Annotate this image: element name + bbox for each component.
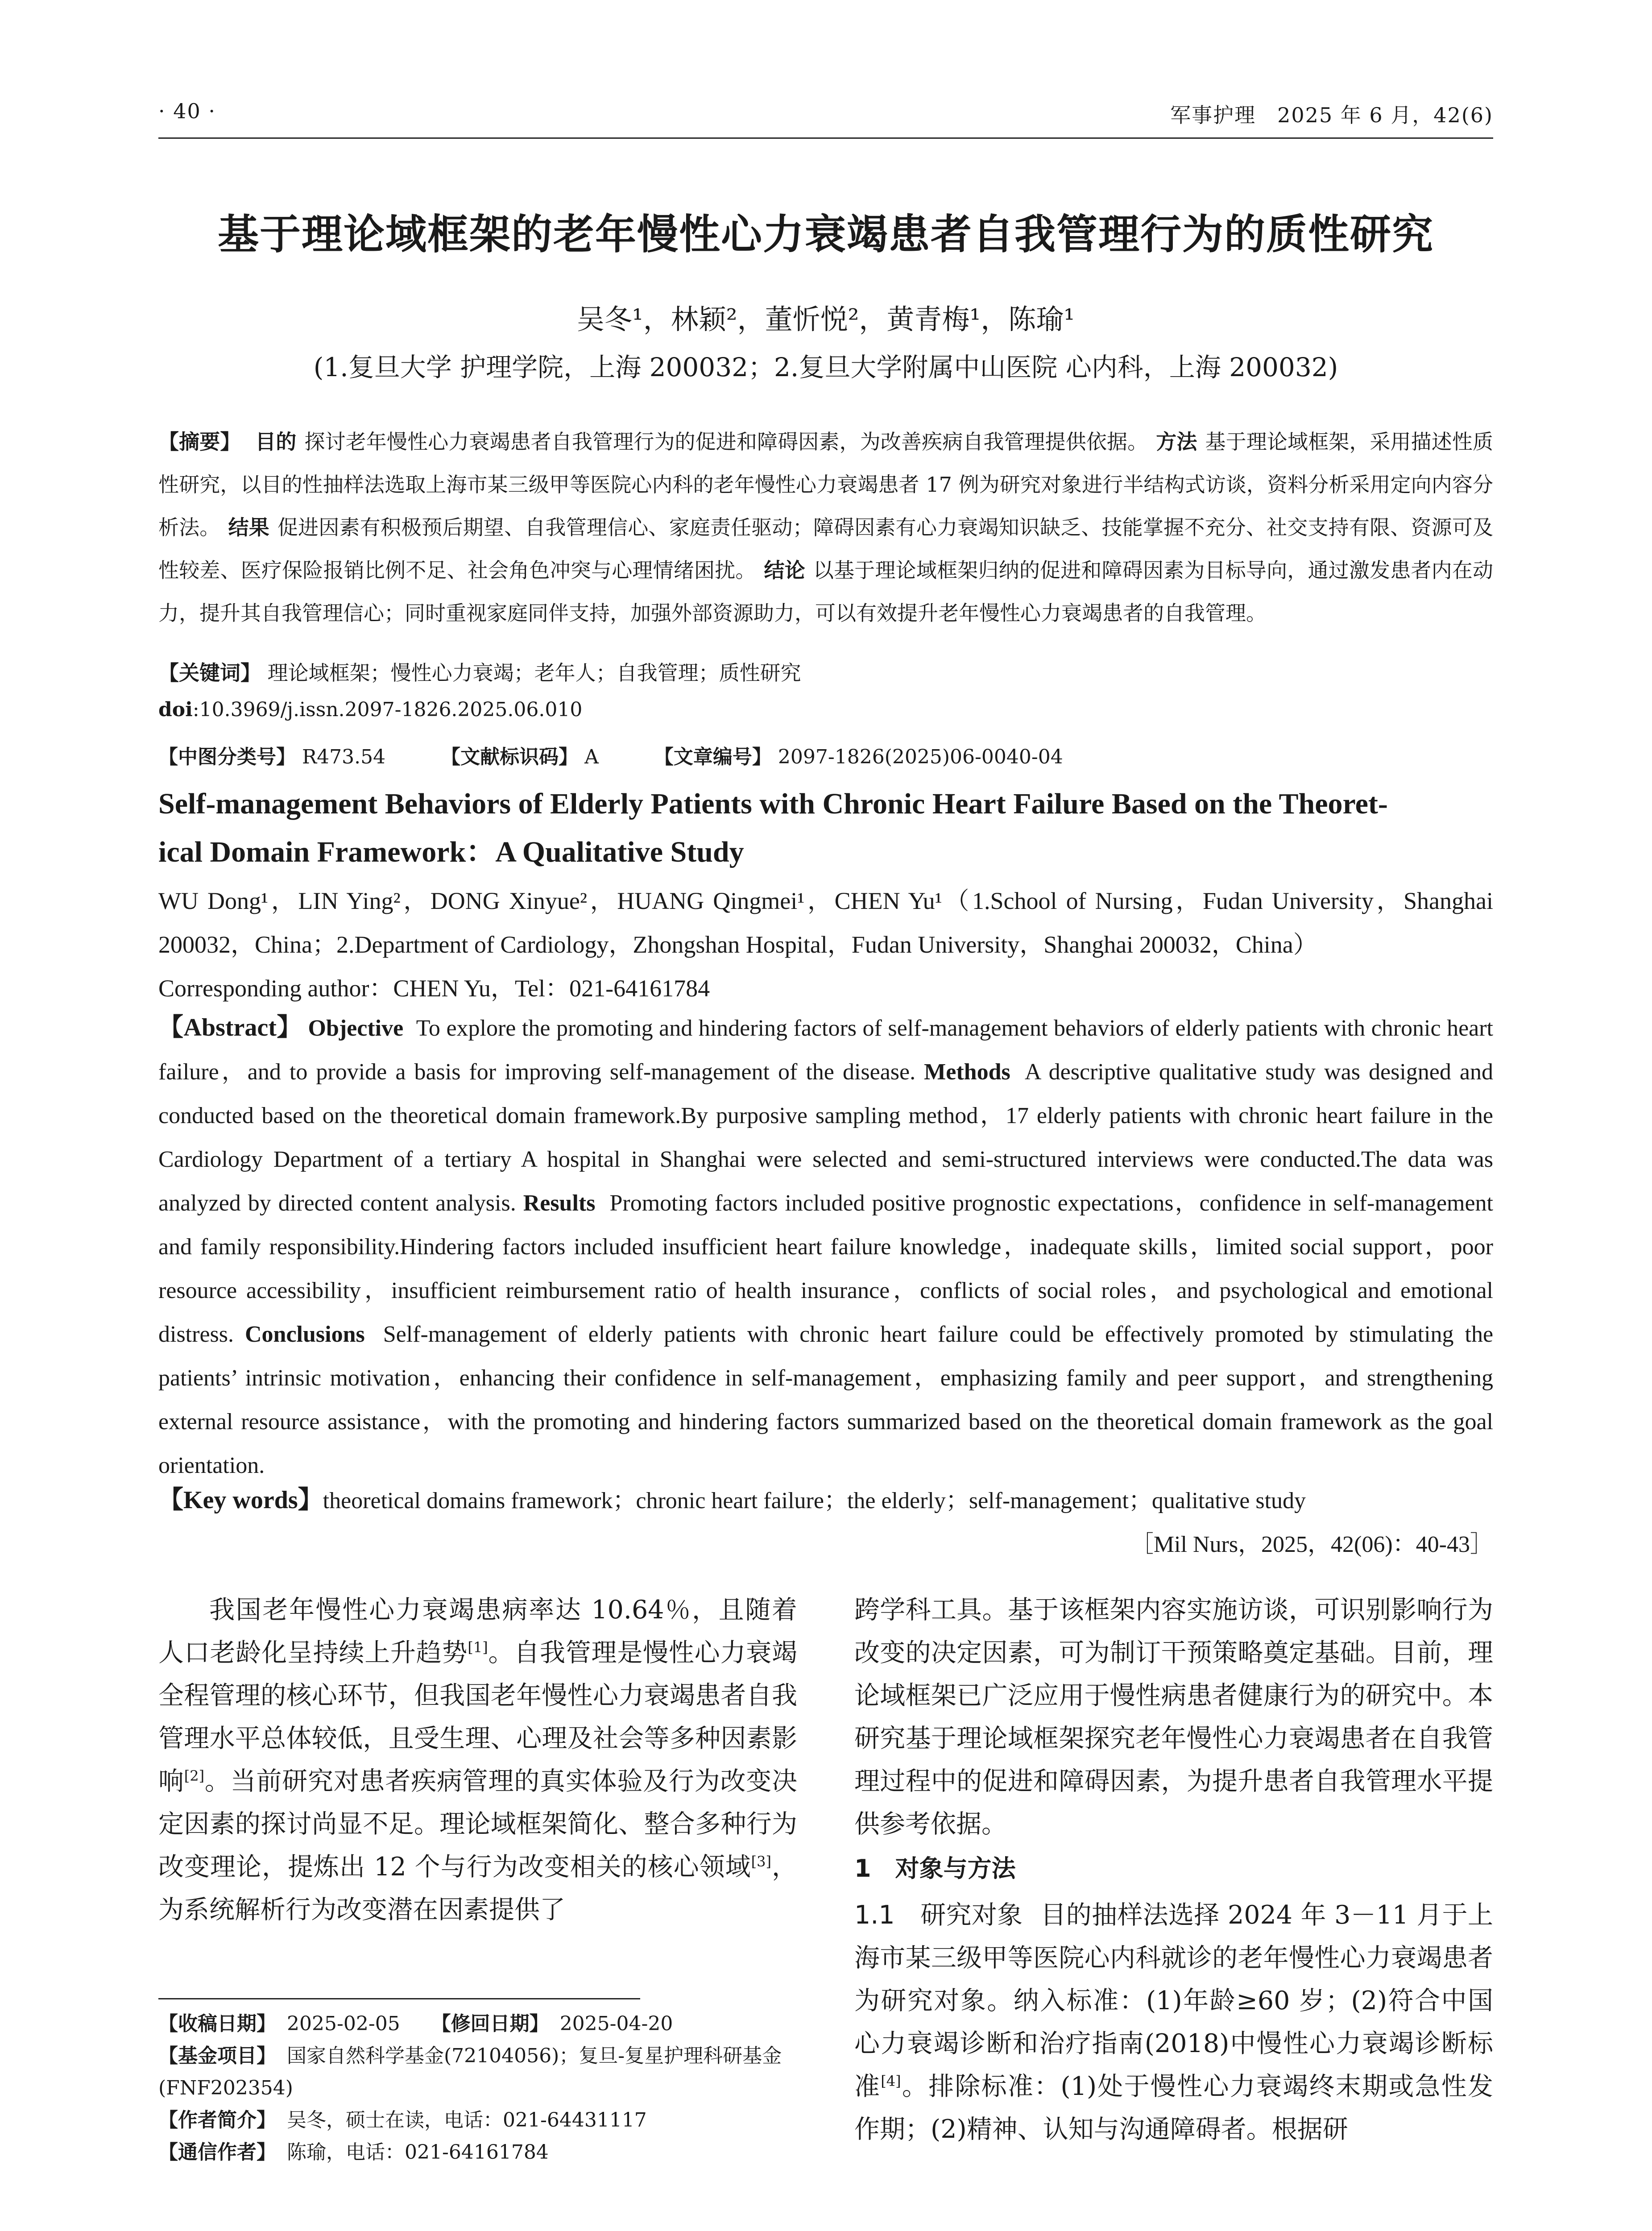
intro-text-2: 。自我管理是慢性心力衰竭全程管理的核心环节，但我国老年慢性心力衰竭患者自我管理水平总体较低，且受生理、心理及社会等多种因素影响 <box>158 1638 798 1796</box>
fund-label: 【基金项目】 <box>158 2044 276 2067</box>
results-label: 结果 <box>228 515 269 539</box>
ref-3: [3] <box>751 1853 771 1870</box>
doi-label: doi <box>158 698 193 721</box>
conclusion-text: 以基于理论域框架归纳的促进和障碍因素为目标导向，通过激发患者内在动力，提升其自我管理信心；同时重视家庭同伴支持，加强外部资源助力，可以有效提升老年慢性心力衰竭患者的自我管理。 <box>158 558 1494 625</box>
header-rule <box>158 137 1493 139</box>
doi-value: :10.3969/j.issn.2097-1826.2025.06.010 <box>192 698 583 721</box>
ref-1: [1] <box>468 1639 488 1656</box>
clc-value: R473.54 <box>302 746 386 768</box>
abstract-cn <box>158 420 1493 634</box>
page-number: · 40 · <box>158 99 216 123</box>
revised-date: 2025-04-20 <box>559 2012 673 2035</box>
keywords-text: 理论域框架；慢性心力衰竭；老年人；自我管理；质性研究 <box>267 661 801 685</box>
corresponding-line <box>158 2136 797 2169</box>
abstract-en <box>158 1006 1493 1488</box>
clc-label: 【中图分类号】 <box>158 746 296 768</box>
english-title-line1: Self-management Behaviors of Elderly Patients with Chronic Heart Failure Based on the Theoret- <box>158 788 1388 820</box>
conclusions-en-text: Self-management of elderly patients with chronic heart failure could be effectively promoted by stimulating the patients’ intrinsic motivation，enhancing their confidence in self-management，emphasizing family and peer support，and strengthening external resource assistance，with the promoting and hindering factors summarized based on the theoretical domain framework as the goal orientation. <box>158 1322 1494 1478</box>
corresponding-text: 陈瑜，电话：021-64161784 <box>287 2141 549 2164</box>
article-title: 基于理论域框架的老年慢性心力衰竭患者自我管理行为的质性研究 <box>217 211 1434 258</box>
classification-line <box>158 741 1063 769</box>
keywords-label: 【关键词】 <box>158 661 261 685</box>
citation: ［Mil Nurs，2025，42(06)：40-43］ <box>1130 1532 1493 1557</box>
methods-text: 基于理论域框架，采用描述性质性研究，以目的性抽样法选取上海市某三级甲等医院心内科的老年慢性心力衰竭患者 17 例为研究对象进行半结构式访谈，资料分析采用定向内容分析法。 <box>158 430 1494 539</box>
objective-en-label: Objective <box>308 1016 404 1041</box>
ref-4: [4] <box>881 2073 901 2090</box>
keywords-en <box>158 1479 1493 1522</box>
corresponding-label: 【通信作者】 <box>158 2141 276 2164</box>
dates-line <box>158 2008 797 2040</box>
english-title-line2: ical Domain Framework：A Qualitative Study <box>158 836 744 868</box>
intro-text-1: 我国老年慢性心力衰竭患病率达 10.64％，且随着人口老龄化呈持续上升趋势 <box>158 1595 797 1667</box>
objective-en-text: To explore the promoting and hindering factors of self-management behaviors of elderly patients with chronic heart failure，and to provide a basis for improving self-management of the disease. <box>158 1016 1494 1085</box>
received-date: 2025-02-05 <box>287 2012 400 2035</box>
article-number-label: 【文章编号】 <box>654 746 772 768</box>
author-list: 吴冬¹，林颖²，董忻悦²，黄青梅¹，陈瑜¹ <box>576 303 1075 336</box>
methods-label: 方法 <box>1156 430 1197 454</box>
conclusion-label: 结论 <box>764 558 805 582</box>
subsection-1-1-label: 1.1 研究对象 <box>854 1900 1023 1930</box>
author-bio-label: 【作者简介】 <box>158 2109 276 2131</box>
keywords-cn <box>158 651 1493 694</box>
english-author-list: WU Dong¹，LIN Ying²，DONG Xinyue²，HUANG Qingmei¹，CHEN Yu¹（1.School of Nursing，Fudan University，Shanghai 200032，China；2.Department of Cardiology，Zhongshan Hospital，Fudan University，Shanghai 200032，China） <box>158 887 1493 958</box>
english-authors <box>158 879 1493 1010</box>
intro-text-4-lead: ，为系统解析行为改变潜在因素提供了 <box>158 1852 797 1924</box>
section-heading-1: 1 对象与方法 <box>854 1854 1016 1883</box>
abstract-label: 【摘要】 <box>158 430 241 454</box>
subsection-1-1 <box>854 1894 1493 2151</box>
results-en-text: Promoting factors included positive prognostic expectations，confidence in self-management and family responsibility.Hindering factors included insufficient heart failure knowledge，inadequate skills，limited social support，poor resource accessibility，insufficient reimbursement ratio of health insurance，conflicts of social roles，and psychological and emotional distress. <box>158 1190 1494 1347</box>
doc-code-label: 【文献标识码】 <box>441 746 579 768</box>
ref-2: [2] <box>184 1767 205 1784</box>
received-label: 【收稿日期】 <box>158 2012 276 2035</box>
methods-en-label: Methods <box>924 1059 1010 1085</box>
corresponding-author: Corresponding author：CHEN Yu，Tel：021-64161784 <box>158 975 710 1002</box>
intro-paragraph <box>158 1588 797 1931</box>
objective-text: 探讨老年慢性心力衰竭患者自我管理行为的促进和障碍因素，为改善疾病自我管理提供依据。 <box>304 430 1148 454</box>
results-en-label: Results <box>523 1190 596 1216</box>
doi-line <box>158 698 582 721</box>
doc-code-value: A <box>584 746 599 768</box>
subsection-1-1-text-2: 。排除标准：(1)处于慢性心力衰竭终末期或急性发作期；(2)精神、认知与沟通障碍者。根据研 <box>854 2072 1493 2144</box>
revised-label: 【修回日期】 <box>431 2012 549 2035</box>
conclusions-en-label: Conclusions <box>244 1322 365 1347</box>
intro-text-3: 。当前研究对患者疾病管理的真实体验及行为改变决定因素的探讨尚显不足。理论域框架简化、整合多种行为改变理论，提炼出 12 个与行为改变相关的核心领域 <box>158 1767 798 1882</box>
keywords-en-label: 【Key words】 <box>158 1486 323 1514</box>
english-title <box>158 780 1493 876</box>
footnotes <box>158 2008 797 2169</box>
intro-paragraph-cont: 跨学科工具。基于该框架内容实施访谈，可识别影响行为改变的决定因素，可为制订干预策略奠定基础。目前，理论域框架已广泛应用于慢性病患者健康行为的研究中。本研究基于理论域框架探究老年慢性心力衰竭患者在自我管理过程中的促进和障碍因素，为提升患者自我管理水平提供参考依据。 <box>854 1595 1493 1839</box>
subsection-1-1-text-1: 目的抽样法选择 2024 年 3－11 月于上海市某三级甲等医院心内科就诊的老年慢性心力衰竭患者为研究对象。纳入标准：(1)年龄≥60 岁；(2)符合中国心力衰竭诊断和治疗指南(2018)中慢性心力衰竭诊断标准 <box>854 1900 1493 2101</box>
abstract-en-label: 【Abstract】 <box>158 1014 302 1041</box>
journal-info: 军事护理 2025 年 6 月，42(6) <box>1170 103 1493 127</box>
methods-en-text: A descriptive qualitative study was designed and conducted based on the theoretical domain framework.By purposive sampling method，17 elderly patients with chronic heart failure in the Cardiology Department of a tertiary A hospital in Shanghai were selected and semi-structured interviews were conducted.The data was analyzed by directed content analysis. <box>158 1059 1493 1216</box>
body-column-left <box>158 1588 797 1931</box>
affiliations: (1.复旦大学 护理学院，上海 200032；2.复旦大学附属中山医院 心内科，上海 200032) <box>313 352 1338 382</box>
article-number-value: 2097-1826(2025)06-0040-04 <box>778 746 1063 768</box>
fund-line <box>158 2040 797 2104</box>
fund-text: 国家自然科学基金(72104056)；复旦-复星护理科研基金(FNF202354) <box>158 2044 782 2099</box>
footnote-rule <box>158 1998 640 1999</box>
author-bio-text: 吴冬，硕士在读，电话：021-64431117 <box>287 2109 647 2131</box>
author-bio-line <box>158 2104 797 2136</box>
objective-label: 目的 <box>255 430 297 454</box>
body-column-right <box>854 1588 1493 2151</box>
results-text: 促进因素有积极预后期望、自我管理信心、家庭责任驱动；障碍因素有心力衰竭知识缺乏、技能掌握不充分、社交支持有限、资源可及性较差、医疗保险报销比例不足、社会角色冲突与心理情绪困扰。 <box>158 515 1494 582</box>
keywords-en-text: theoretical domains framework；chronic heart failure；the elderly；self-management；qualitative study <box>323 1488 1306 1514</box>
